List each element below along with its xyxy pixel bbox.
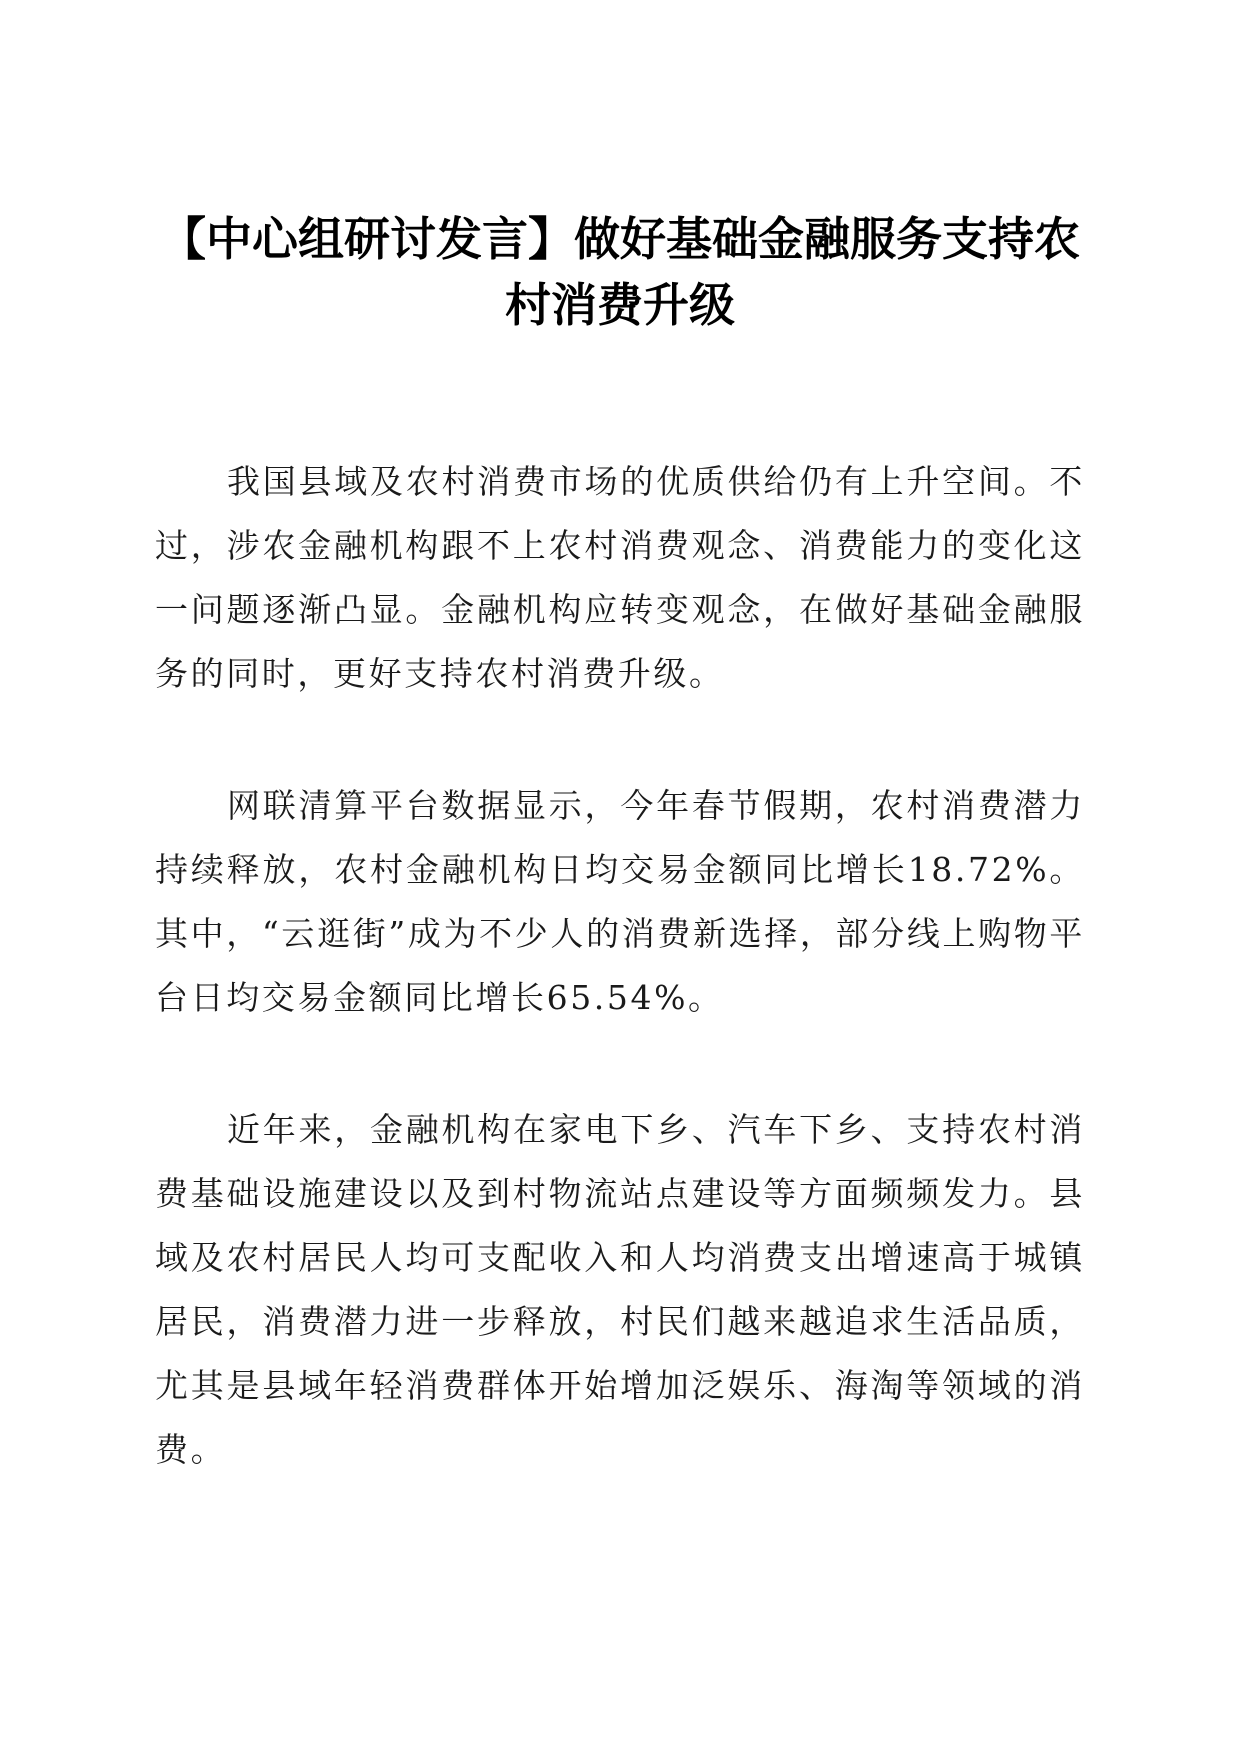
paragraph-1: 我国县域及农村消费市场的优质供给仍有上升空间。不过，涉农金融机构跟不上农村消费观念、消费能力的变化这一问题逐渐凸显。金融机构应转变观念，在做好基础金融服务的同时，更好支持农村消费升级。 xyxy=(155,462,1085,693)
document-title: 【中心组研讨发言】做好基础金融服务支持农村消费升级 xyxy=(160,212,1080,332)
paragraph-3: 近年来，金融机构在家电下乡、汽车下乡、支持农村消费基础设施建设以及到村物流站点建设等方面频频发力。县域及农村居民人均可支配收入和人均消费支出增速高于城镇居民，消费潜力进一步释放，村民们越来越追求生活品质，尤其是县域年轻消费群体开始增加泛娱乐、海淘等领域的消费。 xyxy=(155,1110,1085,1469)
paragraph-2: 网联清算平台数据显示，今年春节假期，农村消费潜力持续释放，农村金融机构日均交易金额同比增长18.72%。其中，“云逛街”成为不少人的消费新选择，部分线上购物平台日均交易金额同比增长65.54%。 xyxy=(155,786,1085,1017)
